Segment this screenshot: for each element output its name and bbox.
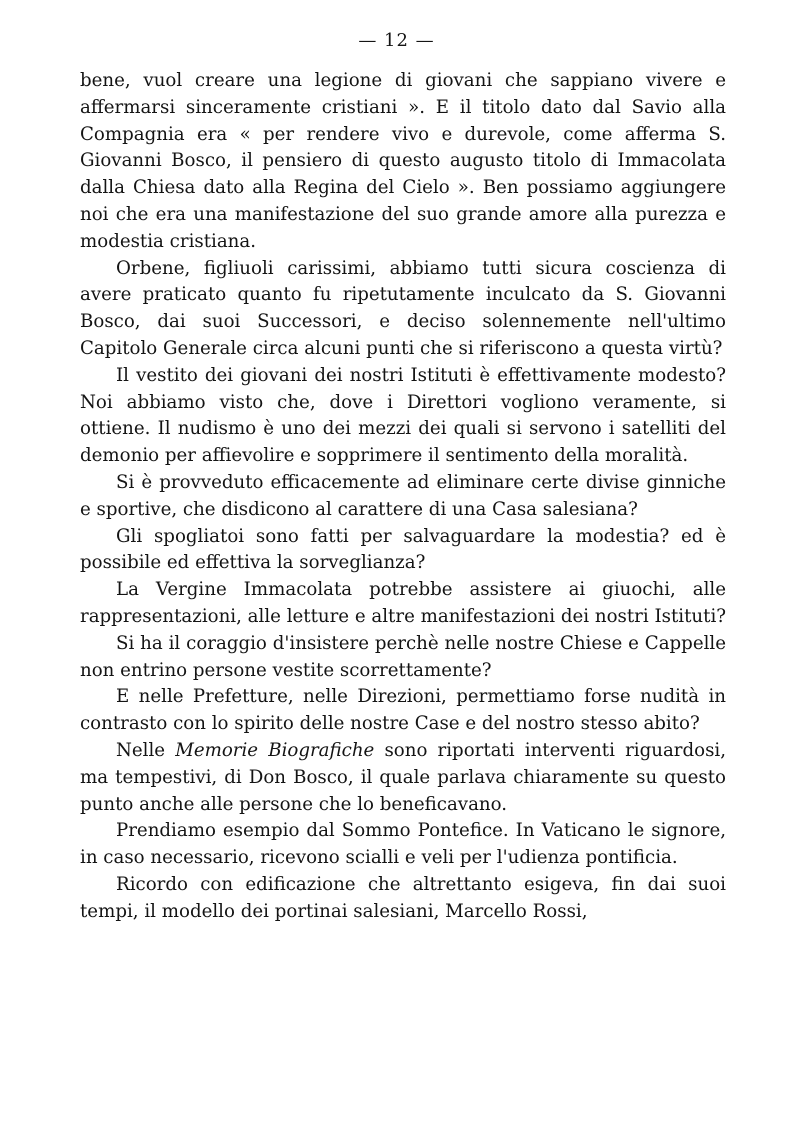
paragraph: La Vergine Immacolata potrebbe assistere ai giuochi, alle rappresentazioni, alle letture e altre manifestazioni dei nostri Istituti? (80, 579, 727, 627)
paragraph: Si è provveduto efficacemente ad eliminare certe divise ginniche e sportive, che disdicono al carattere di una Casa salesiana? (80, 471, 726, 520)
paragraph: Gli spogliatoi sono fatti per salvaguardare la modestia? ed è possibile ed effettiva la sorveglianza? (80, 525, 726, 574)
page-number: — 12 — (358, 30, 435, 51)
paragraph: E nelle Prefetture, nelle Direzioni, permettiamo forse nudità in contrasto con lo spirito delle nostre Case e del nostro stesso abito? (80, 686, 726, 735)
paragraph: Orbene, figliuoli carissimi, abbiamo tutti sicura coscienza di avere praticato quanto fu ripetutamente inculcato da S. Giovanni Bosco, dai suoi Successori, e deciso solennemente nell'ultimo Capitolo Generale circa alcuni punti che si riferiscono a questa virtù? (80, 257, 726, 359)
body-text (80, 68, 726, 926)
book-title: Memorie Biografiche (175, 739, 375, 761)
paragraph (80, 738, 726, 818)
paragraph: Il vestito dei giovani dei nostri Istituti è effettivamente modesto? Noi abbiamo visto che, dove i Direttori vogliono veramente, si ottiene. Il nudismo è uno dei mezzi dei quali si servono i satelliti del demonio per affievolire e sopprimere il sentimento della moralità. (80, 364, 726, 467)
paragraph: bene, vuol creare una legione di giovani che sappiano vivere e affermarsi sinceramente cristiani ». E il titolo dato dal Savio alla Compagnia era « per rendere vivo e durevole, come afferma S. Giovanni Bosco, il pensiero di questo augusto titolo di Immacolata dalla Chiesa dato alla Regina del Cielo ». Ben possiamo aggiungere noi che era una manifestazione del suo grande amore alla purezza e modestia cristiana. (80, 70, 726, 252)
paragraph: Ricordo con edificazione che altrettanto esigeva, fin dai suoi tempi, il modello dei portinai salesiani, Marcello Rossi, (80, 873, 726, 922)
paragraph: Si ha il coraggio d'insistere perchè nelle nostre Chiese e Cappelle non entrino persone vestite scorrettamente? (80, 632, 726, 681)
paragraph-text: Nelle (116, 739, 176, 761)
paragraph-text: sono riportati interventi riguardosi, ma tempestivi, di Don Bosco, il quale parlava chiaramente su questo punto anche alle persone che lo beneficavano. (80, 739, 727, 815)
paragraph: Prendiamo esempio dal Sommo Pontefice. In Vaticano le signore, in caso necessario, ricevono scialli e veli per l'udienza pontificia. (80, 820, 726, 869)
